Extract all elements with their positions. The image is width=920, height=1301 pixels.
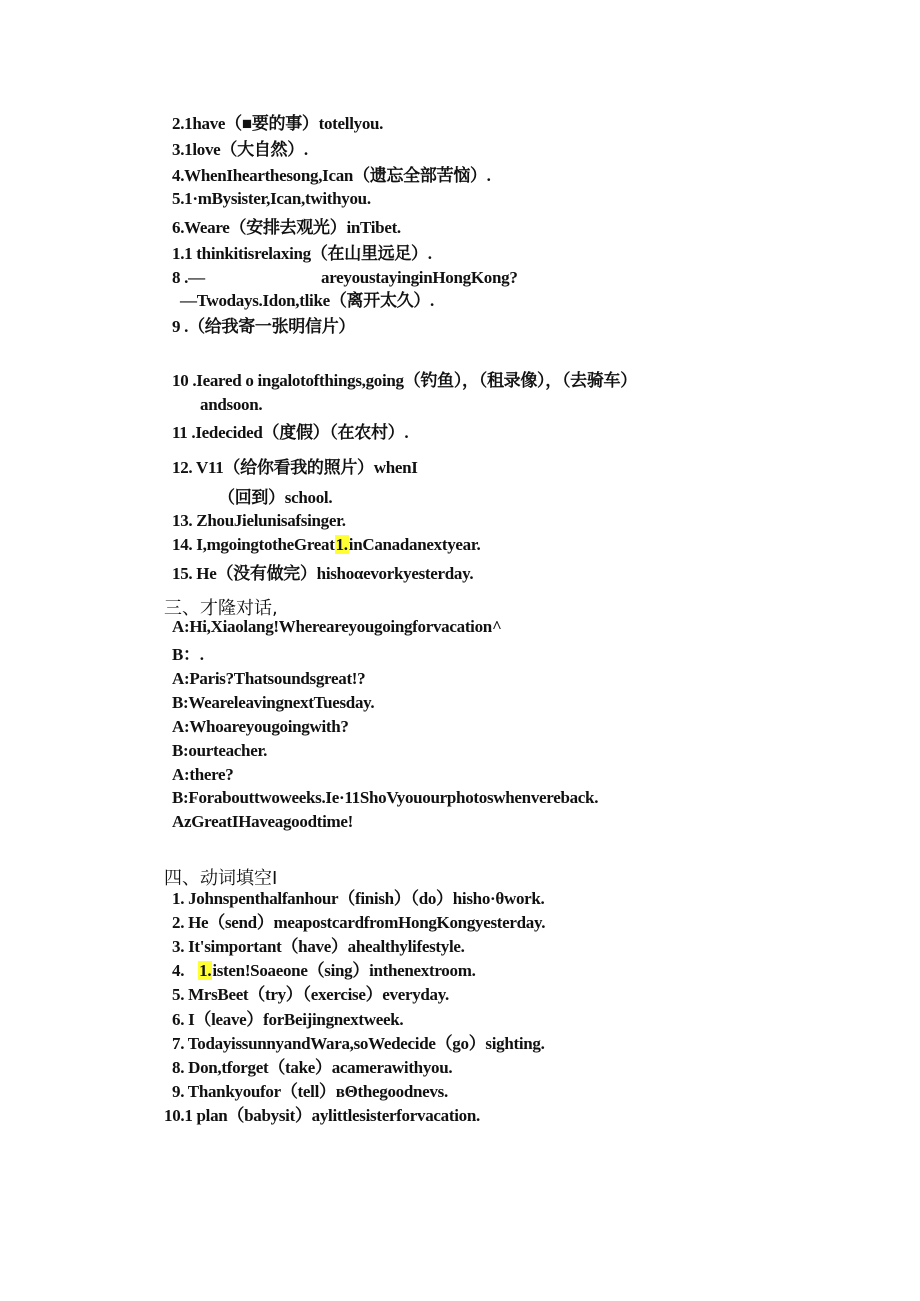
verb-item-2: 2. He（send）meapostcardfromHongKongyesterday. <box>172 913 546 932</box>
verb-item-8: 8. Don,tforget（take）acamerawithyou. <box>172 1058 453 1077</box>
item-14-text-b: inCanadanextyear. <box>348 535 481 554</box>
item-7: 1.1 thinkitisrelaxing（在山里远足）. <box>172 244 432 263</box>
item-14-text-a: 14. I,mgoingtotheGreat <box>172 535 335 554</box>
dialogue-line-4: B:WeareleavingnextTuesday. <box>172 693 375 712</box>
item-5: 5.1·mBysister,Ican,twithyou. <box>172 189 371 208</box>
item-14-highlight: 1. <box>335 535 348 554</box>
dialogue-line-1: A:Hi,Xiaolang!Whereareyougoingforvacation^ <box>172 617 502 636</box>
dialogue-line-8: B:Forabouttwoweeks.Ie·11ShoVyouourphotoswhenvereback. <box>172 788 599 807</box>
dialogue-line-7: A:there? <box>172 765 234 784</box>
verb-item-7: 7. TodayissunnyandWara,soWedecide（go）sighting. <box>172 1034 545 1053</box>
dialogue-line-5: A:Whoareyougoingwith? <box>172 717 349 736</box>
verb-item-6: 6. I（leave）forBeijingnextweek. <box>172 1010 404 1029</box>
verb-item-10: 10.1 plan（babysit）aylittlesisterforvacation. <box>164 1106 480 1125</box>
verb-item-5: 5. MrsBeet（try）（exercise）everyday. <box>172 985 449 1004</box>
item-6: 6.Weare（安排去观光）inTibet. <box>172 218 401 237</box>
verb-item-4 <box>172 961 476 981</box>
item-14 <box>172 535 480 555</box>
verb-item-3: 3. It'simportant（have）ahealthylifestyle. <box>172 937 465 956</box>
dialogue-line-9: AzGreatIHaveagoodtime! <box>172 812 353 831</box>
dialogue-line-3: A:Paris?Thatsoundsgreat!? <box>172 669 366 688</box>
verb-item-4-text: isten!Soaeone（sing）inthenextroom. <box>212 961 476 980</box>
item-8-question: areyoustayinginHongKong? <box>321 268 518 287</box>
item-15: 15. He（没有做完）hishoαevorkyesterday. <box>172 564 474 583</box>
item-10-line1: 10 .Ieared o ingalotofthings,going（钓鱼），（租录像），（去骑车） <box>172 371 637 390</box>
section-three-heading: 三、才隆对话, <box>164 598 278 619</box>
item-12-line2: （回到）school. <box>218 488 333 507</box>
item-8-answer: —Twodays.Idon,tlike（离开太久）. <box>180 291 435 310</box>
section-four-heading: 四、动词填空I <box>164 868 278 889</box>
item-3: 3.1love（大自然）. <box>172 140 308 159</box>
item-13: 13. ZhouJielunisafsinger. <box>172 511 346 530</box>
verb-item-4-number: 4. <box>172 961 185 980</box>
item-8-number: 8 .— <box>172 268 205 287</box>
verb-item-9: 9. Thankyoufor（tell）вΘthegoodnevs. <box>172 1082 448 1101</box>
dialogue-line-6: B:ourteacher. <box>172 741 268 760</box>
item-2: 2.1have（■要的事）totellyou. <box>172 114 384 133</box>
item-10-line2: andsoon. <box>200 395 263 414</box>
dialogue-line-2: B：. <box>172 645 204 664</box>
verb-item-4-highlight: 1. <box>199 961 212 980</box>
item-11: 11 .Iedecided（度假）（在农村）. <box>172 423 409 442</box>
item-12-line1: 12. V11（给你看我的照片）whenI <box>172 458 418 477</box>
item-4: 4.WhenIhearthesong,Ican（遗忘全部苦恼）. <box>172 166 491 185</box>
item-9: 9 .（给我寄一张明信片） <box>172 317 356 336</box>
verb-item-1: 1. Johnspenthalfanhour（finish）（do）hisho·θwork. <box>172 889 545 908</box>
